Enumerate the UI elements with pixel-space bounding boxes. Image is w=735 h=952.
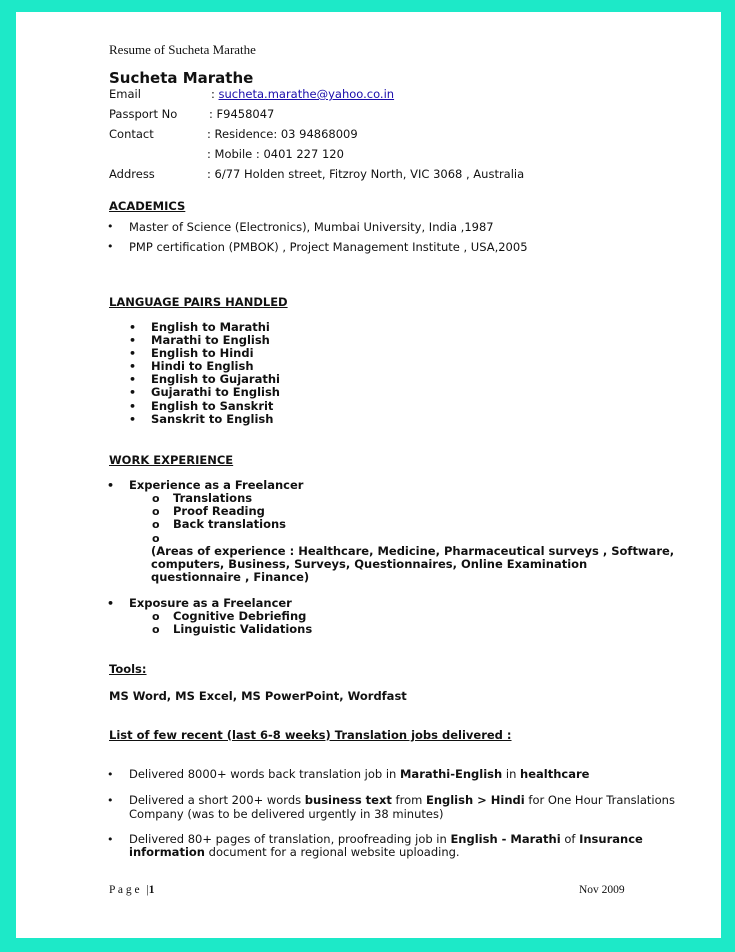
list-item: o Cognitive Debriefing: [173, 610, 312, 623]
tools-value: MS Word, MS Excel, MS PowerPoint, Wordfast: [109, 689, 407, 703]
email-row: : sucheta.marathe@yahoo.co.in: [211, 87, 395, 101]
areas-of-experience: (Areas of experience : Healthcare, Medicine, Pharmaceutical surveys , Software, computers, Business, Surveys, Questionnaires, Online Examination questionnaire , Finance): [151, 544, 675, 585]
list-item: • Hindi to English: [151, 360, 280, 373]
list-item: • Marathi to English: [151, 334, 280, 347]
job-item: • Delivered 8000+ words back translation job in Marathi-English in healthcare: [129, 768, 675, 781]
contact-label: Contact: [109, 127, 154, 141]
residence-phone: : Residence: 03 94868009: [207, 127, 358, 141]
freelancer-experience: • Experience as a Freelancer: [129, 479, 303, 492]
page-header: Resume of Sucheta Marathe: [109, 42, 256, 57]
list-item: • English to Marathi: [151, 321, 280, 334]
exposure-sublist: [173, 610, 312, 636]
job-item: • Delivered 80+ pages of translation, proofreading job in English - Marathi of Insurance information document for a regional website uploading.: [129, 833, 675, 860]
academics-list: [129, 220, 528, 254]
jobs-heading: List of few recent (last 6-8 weeks) Translation jobs delivered :: [109, 728, 512, 742]
passport-label: Passport No: [109, 107, 178, 121]
freelancer-exposure: • Exposure as a Freelancer: [129, 597, 292, 610]
tools-heading: Tools:: [109, 662, 147, 676]
work-experience-heading: WORK EXPERIENCE: [109, 453, 234, 467]
candidate-name: Sucheta Marathe: [109, 69, 254, 87]
list-item: • Sanskrit to English: [151, 413, 280, 426]
list-item-empty: [173, 532, 286, 545]
email-label: Email: [109, 87, 141, 101]
page-number: 1: [148, 884, 155, 896]
job-item: • Delivered a short 200+ words business text from English > Hindi for One Hour Translations Company (was to be delivered urgently in 38 minutes): [129, 794, 675, 821]
address-value: : 6/77 Holden street, Fitzroy North, VIC 3068 , Australia: [207, 167, 525, 181]
list-item: o Translations: [173, 492, 286, 505]
resume-page: [16, 12, 721, 938]
email-link[interactable]: sucheta.marathe@yahoo.co.in: [218, 87, 395, 101]
passport-value: : F9458047: [209, 107, 275, 121]
list-item: o Back translations: [173, 518, 286, 531]
page-separator: |: [146, 884, 149, 896]
language-pairs-list: [151, 321, 280, 426]
list-item: • Master of Science (Electronics), Mumbai University, India ,1987: [129, 220, 528, 240]
language-pairs-heading: LANGUAGE PAIRS HANDLED: [109, 295, 288, 309]
mobile-phone: : Mobile : 0401 227 120: [207, 147, 344, 161]
address-label: Address: [109, 167, 155, 181]
page-label: P a g e: [109, 884, 140, 896]
academics-heading: ACADEMICS: [109, 199, 186, 213]
list-item: o Linguistic Validations: [173, 623, 312, 636]
list-item: • Gujarathi to English: [151, 386, 280, 399]
jobs-list: [129, 768, 675, 859]
page-footer: [109, 884, 155, 896]
list-item: • English to Hindi: [151, 347, 280, 360]
footer-date: Nov 2009: [579, 884, 625, 896]
list-item: o Proof Reading: [173, 505, 286, 518]
list-item: • English to Sanskrit: [151, 400, 280, 413]
freelancer-sublist: [173, 492, 286, 545]
list-item: • English to Gujarathi: [151, 373, 280, 386]
list-item: • PMP certification (PMBOK) , Project Management Institute , USA,2005: [129, 240, 528, 254]
